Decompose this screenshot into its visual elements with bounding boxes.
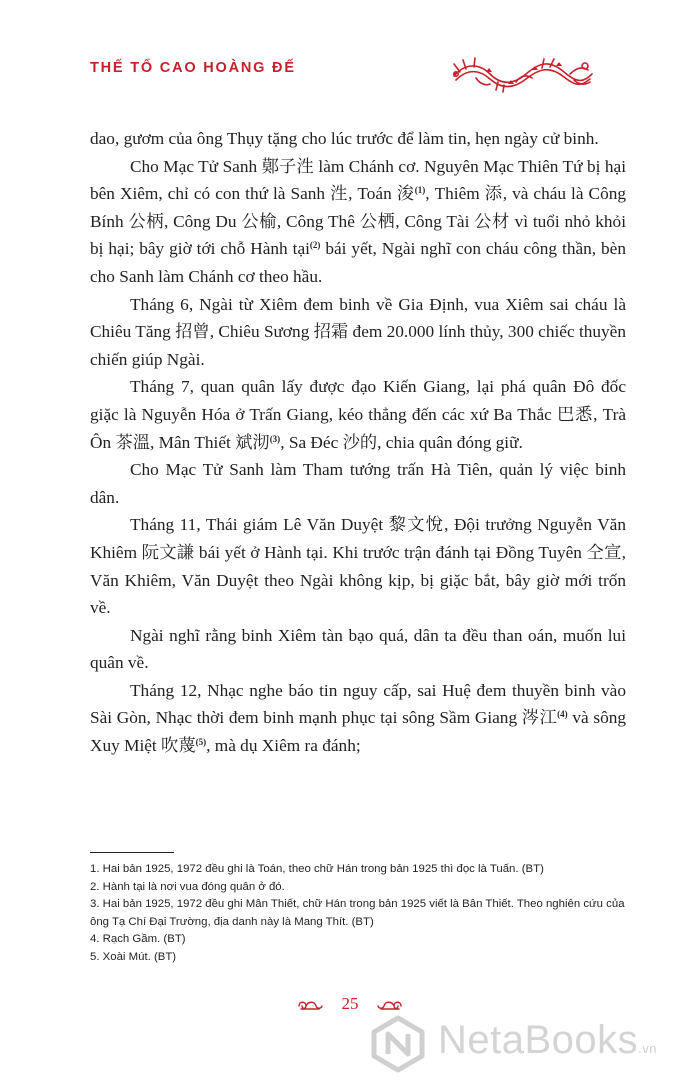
paragraph [90,622,626,677]
paragraph-text: Tháng 6, Ngài từ Xiêm đem binh về Gia Định, vua Xiêm sai cháu là Chiêu Tăng 招曾, Chiêu Sương 招霜 đem 20.000 lính thủy, 300 chiếc thuyền chiến giúp Ngài. [90,294,626,369]
footnotes [90,861,625,967]
footnote-ref: (5) [195,737,207,748]
paragraph [90,291,626,374]
paragraph [90,153,626,291]
footnote-ref: (4) [557,709,568,720]
paragraph [90,456,626,511]
running-header: THẾ TỔ CAO HOÀNG ĐẾ [90,60,296,76]
body-text [90,125,626,760]
paragraph-text: Ngài nghĩ rằng binh Xiêm tàn bạo quá, dân ta đều than oán, muốn lui quân về. [90,625,626,673]
paragraph-text: Tháng 12, Nhạc nghe báo tin nguy cấp, sai Huệ đem thuyền binh vào Sài Gòn, Nhạc thời đem binh mạnh phục tại sông Sầm Giang 涔江 [90,680,626,728]
paragraph [90,511,626,621]
footnote-ref: (1) [414,185,426,196]
cloud-scroll-icon [297,998,323,1012]
paragraph-text: và sông Xuy Miệt 吹蔑 [90,708,626,756]
footnote-item: 1. Hai bản 1925, 1972 đều ghi là Toán, theo chữ Hán trong bản 1925 thì đọc là Tuấn. (BT) [90,863,544,875]
paragraph-text: , mà dụ Xiêm ra đánh; [206,736,361,756]
netabooks-logo-icon [368,1014,428,1074]
footnote-item: 2. Hành tại là nơi vua đóng quân ở đó. [90,880,285,893]
paragraph-text: Cho Mạc Tử Sanh làm Tham tướng trấn Hà Tiên, quản lý việc binh dân. [90,460,626,507]
paragraph [90,373,626,456]
paragraph-text: bái yết, Ngài nghĩ con cháu công thần, bèn cho Sanh làm Chánh cơ theo hầu. [90,239,626,286]
paragraph-text: Tháng 11, Thái giám Lê Văn Duyệt 黎文悅, Đội trưởng Nguyễn Văn Khiêm 阮文謙 bái yết ở Hành tại. Khi trước trận đánh tại Đồng Tuyên 仝宣, Văn Khiêm, Văn Duyệt theo Ngài không kịp, bị giặc bắt, bây giờ mới trốn về. [90,515,626,618]
paragraph [90,125,626,153]
footnote-item: 5. Xoài Mút. (BT) [90,950,177,963]
paragraph-text: , Thiêm 添, và cháu là Công Bính 公柄, Công Du 公榆, Công Thê 公栖, Công Tài 公材 vì tuổi nhỏ khỏi bị hại; bây giờ tới chỗ Hành tại [90,184,626,259]
paragraph [90,677,626,760]
paragraph-text: Cho Mạc Tử Sanh 鄚子泩 làm Chánh cơ. Nguyên Mạc Thiên Tứ bị hại bên Xiêm, chỉ có con thứ là Sanh 泩, Toán 浚 [90,156,626,204]
dragon-icon [446,52,596,94]
watermark [360,1010,700,1080]
watermark-text [438,1018,657,1063]
footnote-ref: (2) [309,240,321,251]
footnote-item: 3. Hai bản 1925, 1972 đều ghi Mân Thiết, chữ Hán trong bản 1925 viết là Bân Thiết. Theo nghiên cứu của ông Tạ Chí Đại Trường, địa danh này là Mang Thít. (BT) [90,898,625,928]
paragraph-text: , Sa Đéc 沙的, chia quân đóng giữ. [280,432,523,452]
watermark-suffix: .vn [638,1041,658,1056]
footnote-divider [90,852,174,853]
paragraph-text: dao, gươm của ông Thụy tặng cho lúc trước để làm tin, hẹn ngày cử binh. [90,129,599,148]
footnote-item: 4. Rạch Gầm. (BT) [90,933,186,946]
watermark-brand: NetaBooks [438,1018,639,1062]
footnote-ref: (3) [269,433,281,444]
page-number: 25 [341,994,359,1013]
paragraph-text: Tháng 7, quan quân lấy được đạo Kiến Giang, lại phá quân Đô đốc giặc là Nguyễn Hóa ở Trấn Giang, kéo thẳng đến các xứ Ba Thắc 巴悉, Trà Ôn 茶溫, Mân Thiết 斌沏 [90,377,626,452]
